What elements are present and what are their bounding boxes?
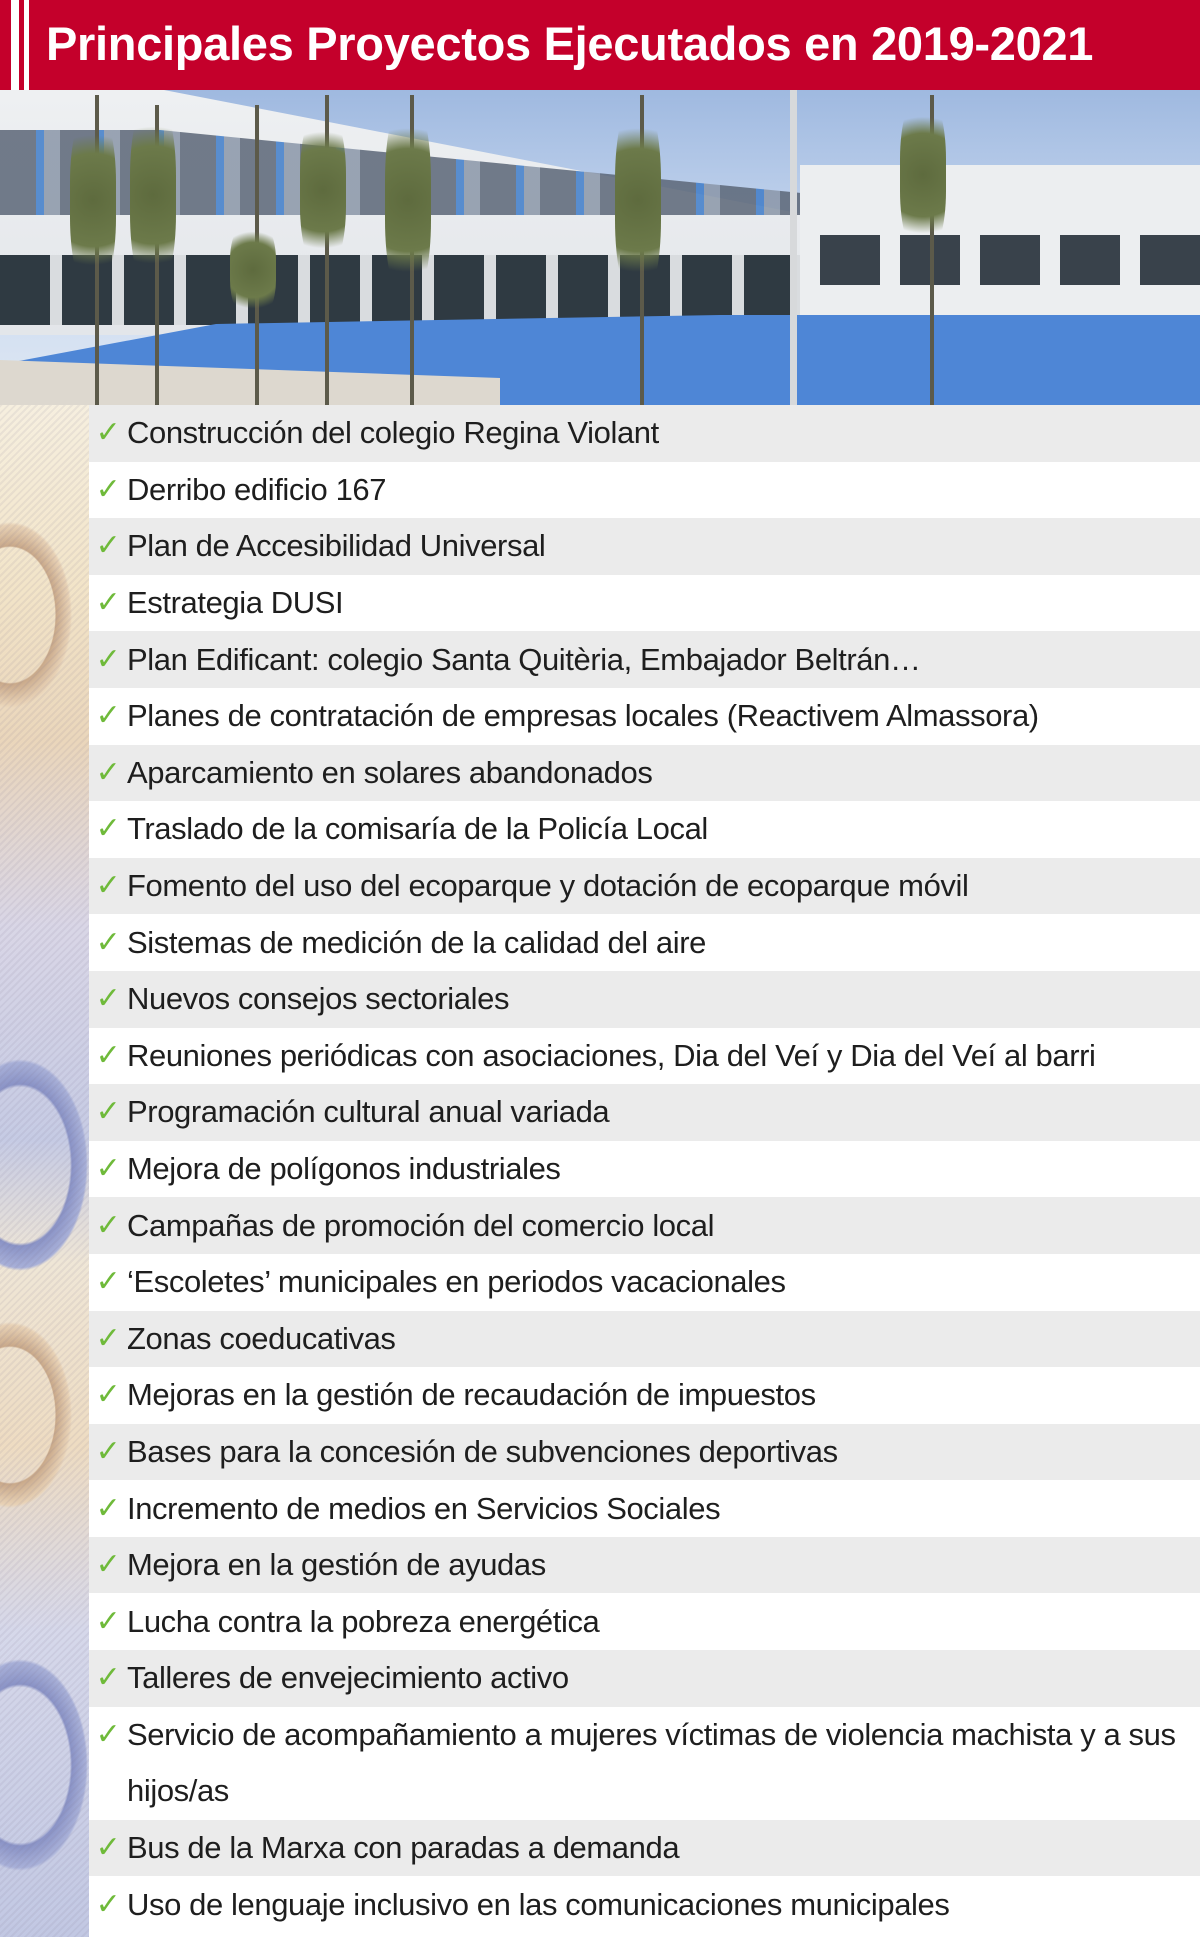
- page-title: Principales Proyectos Ejecutados en 2019-2021: [46, 17, 1094, 70]
- list-item: ✓ Campañas de promoción del comercio local: [89, 1197, 1200, 1254]
- list-item: ✓ Derribo edificio 167: [89, 462, 1200, 519]
- list-item: ✓ Mejora de polígonos industriales: [89, 1141, 1200, 1198]
- check-mark-icon: ✓: [95, 1548, 121, 1582]
- school-photo: [0, 90, 1200, 405]
- check-mark-icon: ✓: [95, 1661, 121, 1695]
- list-item: ✓ Mejora en la gestión de ayudas: [89, 1537, 1200, 1594]
- check-mark-icon: ✓: [95, 1604, 121, 1638]
- check-mark-icon: ✓: [95, 586, 121, 620]
- check-mark-icon: ✓: [95, 1152, 121, 1186]
- check-mark-icon: ✓: [95, 699, 121, 733]
- check-mark-icon: ✓: [95, 1095, 121, 1129]
- list-item: ✓ Incremento de medios en Servicios Sociales: [89, 1480, 1200, 1537]
- banner-stripe-decoration: [24, 0, 29, 90]
- list-item: ✓ ‘Escoletes’ municipales en periodos vacacionales: [89, 1254, 1200, 1311]
- check-mark-icon: ✓: [95, 1434, 121, 1468]
- list-item: ✓ Nuevos consejos sectoriales: [89, 971, 1200, 1028]
- banner-stripe-decoration: [11, 0, 19, 90]
- tree-foliage: [900, 95, 946, 255]
- banknote-decoration: [0, 405, 89, 1937]
- list-item: ✓ Construcción del colegio Regina Violant: [89, 405, 1200, 462]
- list-item: ✓ Servicio de acompañamiento a mujeres víctimas de violencia machista y a sus hijos/as: [89, 1707, 1200, 1820]
- school-building-right: [800, 165, 1200, 325]
- check-mark-icon: ✓: [95, 472, 121, 506]
- check-mark-icon: ✓: [95, 529, 121, 563]
- list-item: ✓ Programación cultural anual variada: [89, 1084, 1200, 1141]
- list-item: ✓ Zonas coeducativas: [89, 1311, 1200, 1368]
- tree-foliage: [230, 220, 276, 320]
- list-item: ✓ Fomento del uso del ecoparque y dotación de ecoparque móvil: [89, 858, 1200, 915]
- check-mark-icon: ✓: [95, 416, 121, 450]
- check-mark-icon: ✓: [95, 1830, 121, 1864]
- tree-foliage: [615, 100, 661, 300]
- check-mark-icon: ✓: [95, 642, 121, 676]
- check-mark-icon: ✓: [95, 1378, 121, 1412]
- check-mark-icon: ✓: [95, 1491, 121, 1525]
- tree-foliage: [130, 100, 176, 290]
- list-item: ✓ Mejoras en la gestión de recaudación de impuestos: [89, 1367, 1200, 1424]
- list-item: ✓ Plan Edificant: colegio Santa Quitèria, Embajador Beltrán…: [89, 631, 1200, 688]
- list-item: ✓ Bus de la Marxa con paradas a demanda: [89, 1820, 1200, 1877]
- list-item: ✓ Planes de contratación de empresas locales (Reactivem Almassora): [89, 688, 1200, 745]
- list-item: ✓ Uso de lenguaje inclusivo en las comunicaciones municipales: [89, 1876, 1200, 1933]
- check-mark-icon: ✓: [95, 1717, 121, 1751]
- check-mark-icon: ✓: [95, 982, 121, 1016]
- check-mark-icon: ✓: [95, 1208, 121, 1242]
- list-item: ✓ Talleres de envejecimiento activo: [89, 1650, 1200, 1707]
- list-item: ✓ Traslado de la comisaría de la Policía Local: [89, 801, 1200, 858]
- tree-foliage: [385, 100, 431, 300]
- projects-list: [89, 405, 1200, 1933]
- list-item: ✓ Bases para la concesión de subvenciones deportivas: [89, 1424, 1200, 1481]
- title-banner: [0, 0, 1200, 90]
- check-mark-icon: ✓: [95, 1038, 121, 1072]
- check-mark-icon: ✓: [95, 1887, 121, 1921]
- list-item: ✓ Plan de Accesibilidad Universal: [89, 518, 1200, 575]
- tree-foliage: [300, 110, 346, 270]
- check-mark-icon: ✓: [95, 1321, 121, 1355]
- check-mark-icon: ✓: [95, 755, 121, 789]
- tree-foliage: [70, 110, 116, 290]
- list-item: ✓ Lucha contra la pobreza energética: [89, 1593, 1200, 1650]
- list-item: ✓ Aparcamiento en solares abandonados: [89, 745, 1200, 802]
- check-mark-icon: ✓: [95, 925, 121, 959]
- check-mark-icon: ✓: [95, 812, 121, 846]
- check-mark-icon: ✓: [95, 869, 121, 903]
- check-mark-icon: ✓: [95, 1265, 121, 1299]
- list-item: ✓ Reuniones periódicas con asociaciones, Dia del Veí y Dia del Veí al barri: [89, 1028, 1200, 1085]
- list-item: ✓ Sistemas de medición de la calidad del aire: [89, 914, 1200, 971]
- light-pole: [790, 90, 797, 405]
- list-item: ✓ Estrategia DUSI: [89, 575, 1200, 632]
